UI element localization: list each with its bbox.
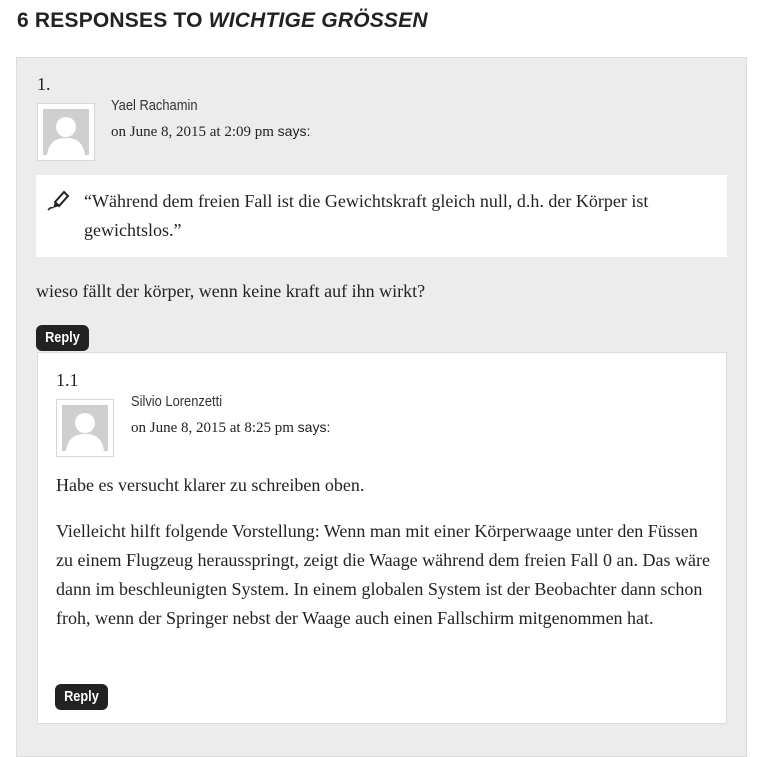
comment-number: 1. — [37, 74, 51, 94]
reply-button[interactable] — [36, 325, 89, 351]
comment-date[interactable]: on June 8, 2015 at 2:09 pm — [111, 124, 274, 140]
reply-meta — [131, 419, 330, 437]
reply-label: Reply — [64, 688, 99, 705]
reply-number: 1.1 — [56, 370, 79, 390]
reply-label: Reply — [45, 329, 80, 346]
reply-paragraph-2: Vielleicht hilft folgende Vorstellung: Wenn man mit einer Körperwaage unter den Füssen zu einem Flugzeug herausspringt, zeigt die Waage während dem freien Fall 0 an. Das wäre dann im beschleunigten System. In einem globalen System ist der Beobachter dann schon froh, wenn der Springer nebst der Waage auch einen Fallschirm mitgenommen hat. — [56, 521, 710, 628]
reply-button[interactable] — [55, 684, 108, 710]
reply-paragraph-1: Habe es versucht klarer zu schreiben oben. — [56, 475, 365, 495]
comment-says: says: — [277, 123, 311, 139]
comment-text: wieso fällt der körper, wenn keine kraft auf ihn wirkt? — [36, 281, 426, 301]
comment-author[interactable]: Yael Rachamin — [111, 97, 198, 114]
comments-heading — [17, 9, 428, 33]
blockquote — [36, 175, 727, 257]
comment-meta — [111, 123, 310, 141]
avatar — [56, 399, 114, 457]
default-avatar-icon — [62, 405, 108, 451]
quote-text: “Während dem freien Fall ist die Gewichtskraft gleich null, d.h. der Körper ist gewichtslos.” — [84, 191, 649, 240]
reply-says: says: — [297, 419, 331, 435]
reply-date[interactable]: on June 8, 2015 at 8:25 pm — [131, 420, 294, 436]
comments-heading-prefix: 6 RESPONSES TO — [17, 9, 209, 32]
post-title: WICHTIGE GRÖSSEN — [208, 9, 428, 32]
reply-author[interactable]: Silvio Lorenzetti — [131, 393, 223, 410]
default-avatar-icon — [43, 109, 89, 155]
pen-icon — [46, 189, 72, 216]
avatar — [37, 103, 95, 161]
